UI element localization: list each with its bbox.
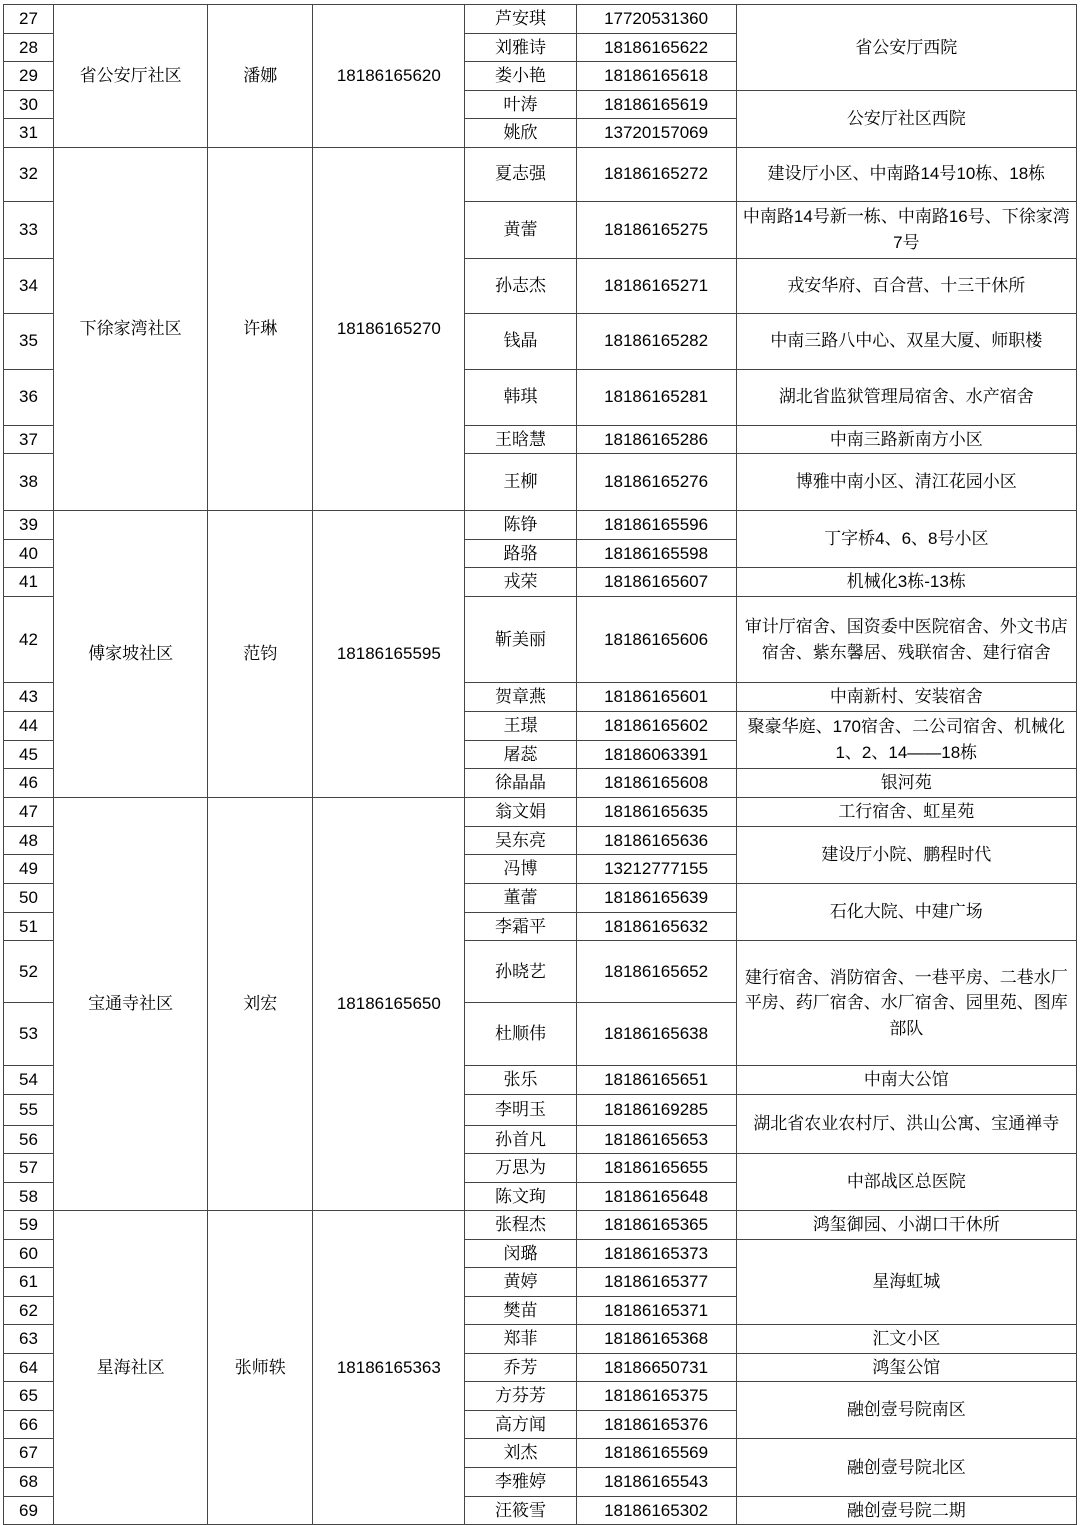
row-number-cell: 62	[4, 1296, 54, 1325]
row-number-cell: 56	[4, 1125, 54, 1154]
row-number-cell: 41	[4, 568, 54, 597]
row-number-cell: 42	[4, 597, 54, 683]
grid-worker-phone-cell: 18186169285	[576, 1094, 736, 1125]
grid-worker-name-cell: 冯博	[465, 855, 576, 884]
coverage-area-cell: 融创壹号院二期	[736, 1496, 1076, 1525]
grid-worker-name-cell: 刘杰	[465, 1439, 576, 1468]
grid-worker-name-cell: 李雅婷	[465, 1467, 576, 1496]
coverage-area-cell: 湖北省农业农村厅、洪山公寓、宝通禅寺	[736, 1094, 1076, 1154]
row-number-cell: 47	[4, 798, 54, 827]
community-name-cell: 下徐家湾社区	[54, 147, 208, 511]
row-number-cell: 32	[4, 147, 54, 201]
row-number-cell: 48	[4, 826, 54, 855]
grid-worker-phone-cell: 18186165652	[576, 941, 736, 1003]
community-name-cell: 宝通寺社区	[54, 798, 208, 1211]
table-row	[4, 147, 1077, 201]
row-number-cell: 49	[4, 855, 54, 884]
coverage-area-cell: 审计厅宿舍、国资委中医院宿舍、外文书店宿舍、紫东馨居、残联宿舍、建行宿舍	[736, 597, 1076, 683]
community-name-cell: 傅家坡社区	[54, 511, 208, 798]
table-body	[4, 5, 1077, 1525]
community-leader-phone-cell: 18186165270	[313, 147, 465, 511]
grid-worker-phone-cell: 18186165376	[576, 1410, 736, 1439]
coverage-area-cell: 博雅中南小区、清江花园小区	[736, 454, 1076, 511]
grid-worker-phone-cell: 18186165368	[576, 1325, 736, 1354]
coverage-area-cell: 中部战区总医院	[736, 1154, 1076, 1211]
grid-worker-name-cell: 夏志强	[465, 147, 576, 201]
grid-worker-name-cell: 韩琪	[465, 369, 576, 425]
row-number-cell: 60	[4, 1239, 54, 1268]
row-number-cell: 28	[4, 33, 54, 62]
grid-worker-phone-cell: 18186165619	[576, 90, 736, 119]
community-leader-cell: 张师轶	[208, 1211, 313, 1525]
grid-worker-name-cell: 吴东亮	[465, 826, 576, 855]
row-number-cell: 31	[4, 119, 54, 148]
row-number-cell: 46	[4, 769, 54, 798]
grid-worker-phone-cell: 18186165636	[576, 826, 736, 855]
row-number-cell: 27	[4, 5, 54, 34]
table-row	[4, 798, 1077, 827]
coverage-area-cell: 工行宿舍、虹星苑	[736, 798, 1076, 827]
coverage-area-cell: 融创壹号院北区	[736, 1439, 1076, 1497]
row-number-cell: 67	[4, 1439, 54, 1468]
grid-worker-name-cell: 张乐	[465, 1066, 576, 1095]
grid-worker-name-cell: 孙志杰	[465, 258, 576, 313]
grid-worker-name-cell: 杜顺伟	[465, 1003, 576, 1066]
row-number-cell: 39	[4, 511, 54, 540]
grid-worker-name-cell: 樊苗	[465, 1296, 576, 1325]
grid-worker-phone-cell: 18186165622	[576, 33, 736, 62]
grid-worker-name-cell: 黄蕾	[465, 201, 576, 258]
grid-worker-phone-cell: 18186165601	[576, 683, 736, 712]
grid-worker-phone-cell: 13212777155	[576, 855, 736, 884]
grid-worker-name-cell: 高方闻	[465, 1410, 576, 1439]
row-number-cell: 65	[4, 1382, 54, 1411]
community-leader-cell: 许琳	[208, 147, 313, 511]
grid-worker-name-cell: 钱晶	[465, 313, 576, 369]
grid-worker-phone-cell: 17720531360	[576, 5, 736, 34]
row-number-cell: 34	[4, 258, 54, 313]
grid-worker-name-cell: 郑菲	[465, 1325, 576, 1354]
coverage-area-cell: 中南三路新南方小区	[736, 425, 1076, 454]
community-leader-phone-cell: 18186165620	[313, 5, 465, 148]
grid-worker-name-cell: 靳美丽	[465, 597, 576, 683]
row-number-cell: 38	[4, 454, 54, 511]
row-number-cell: 33	[4, 201, 54, 258]
grid-worker-phone-cell: 18186063391	[576, 740, 736, 769]
grid-worker-name-cell: 方芬芳	[465, 1382, 576, 1411]
coverage-area-cell: 省公安厅西院	[736, 5, 1076, 91]
grid-worker-name-cell: 戎荣	[465, 568, 576, 597]
grid-worker-name-cell: 陈文珣	[465, 1182, 576, 1211]
community-leader-phone-cell: 18186165595	[313, 511, 465, 798]
row-number-cell: 30	[4, 90, 54, 119]
row-number-cell: 69	[4, 1496, 54, 1525]
community-leader-cell: 潘娜	[208, 5, 313, 148]
grid-worker-name-cell: 李明玉	[465, 1094, 576, 1125]
grid-worker-name-cell: 刘雅诗	[465, 33, 576, 62]
grid-worker-name-cell: 屠蕊	[465, 740, 576, 769]
coverage-area-cell: 湖北省监狱管理局宿舍、水产宿舍	[736, 369, 1076, 425]
row-number-cell: 59	[4, 1211, 54, 1240]
community-leader-cell: 范钧	[208, 511, 313, 798]
community-leader-phone-cell: 18186165650	[313, 798, 465, 1211]
grid-worker-phone-cell: 18186165375	[576, 1382, 736, 1411]
grid-worker-phone-cell: 18186165281	[576, 369, 736, 425]
grid-worker-phone-cell: 18186165632	[576, 912, 736, 941]
coverage-area-cell: 中南大公馆	[736, 1066, 1076, 1095]
table-row	[4, 5, 1077, 34]
grid-worker-phone-cell: 18186165596	[576, 511, 736, 540]
coverage-area-cell: 鸿玺公馆	[736, 1353, 1076, 1382]
coverage-area-cell: 丁字桥4、6、8号小区	[736, 511, 1076, 568]
grid-worker-name-cell: 王璟	[465, 711, 576, 740]
grid-worker-name-cell: 娄小艳	[465, 62, 576, 91]
row-number-cell: 51	[4, 912, 54, 941]
row-number-cell: 68	[4, 1467, 54, 1496]
grid-worker-phone-cell: 18186165286	[576, 425, 736, 454]
row-number-cell: 63	[4, 1325, 54, 1354]
coverage-area-cell: 汇文小区	[736, 1325, 1076, 1354]
grid-worker-name-cell: 乔芳	[465, 1353, 576, 1382]
community-name-cell: 星海社区	[54, 1211, 208, 1525]
grid-worker-name-cell: 汪筱雪	[465, 1496, 576, 1525]
spreadsheet-page	[0, 4, 1080, 1520]
grid-worker-name-cell: 叶涛	[465, 90, 576, 119]
community-name-cell: 省公安厅社区	[54, 5, 208, 148]
coverage-area-cell: 聚豪华庭、170宿舍、二公司宿舍、机械化1、2、14——18栋	[736, 711, 1076, 769]
grid-worker-phone-cell: 18186165276	[576, 454, 736, 511]
grid-worker-phone-cell: 18186165569	[576, 1439, 736, 1468]
grid-worker-name-cell: 芦安琪	[465, 5, 576, 34]
grid-worker-phone-cell: 18186165635	[576, 798, 736, 827]
row-number-cell: 55	[4, 1094, 54, 1125]
grid-worker-phone-cell: 18186650731	[576, 1353, 736, 1382]
grid-worker-phone-cell: 18186165377	[576, 1268, 736, 1297]
grid-worker-name-cell: 孙首凡	[465, 1125, 576, 1154]
grid-worker-name-cell: 徐晶晶	[465, 769, 576, 798]
coverage-area-cell: 中南三路八中心、双星大厦、师职楼	[736, 313, 1076, 369]
grid-worker-name-cell: 闵璐	[465, 1239, 576, 1268]
row-number-cell: 44	[4, 711, 54, 740]
table-row	[4, 511, 1077, 540]
grid-worker-name-cell: 万思为	[465, 1154, 576, 1183]
grid-worker-phone-cell: 18186165639	[576, 884, 736, 913]
grid-worker-name-cell: 李霜平	[465, 912, 576, 941]
coverage-area-cell: 中南路14号新一栋、中南路16号、下徐家湾7号	[736, 201, 1076, 258]
grid-worker-phone-cell: 13720157069	[576, 119, 736, 148]
grid-worker-name-cell: 王柳	[465, 454, 576, 511]
grid-worker-name-cell: 路骆	[465, 539, 576, 568]
coverage-area-cell: 星海虹城	[736, 1239, 1076, 1325]
row-number-cell: 40	[4, 539, 54, 568]
row-number-cell: 53	[4, 1003, 54, 1066]
grid-worker-phone-cell: 18186165638	[576, 1003, 736, 1066]
community-leader-cell: 刘宏	[208, 798, 313, 1211]
grid-worker-phone-cell: 18186165365	[576, 1211, 736, 1240]
row-number-cell: 29	[4, 62, 54, 91]
coverage-area-cell: 公安厅社区西院	[736, 90, 1076, 147]
row-number-cell: 43	[4, 683, 54, 712]
coverage-area-cell: 建设厅小区、中南路14号10栋、18栋	[736, 147, 1076, 201]
grid-worker-phone-cell: 18186165651	[576, 1066, 736, 1095]
row-number-cell: 37	[4, 425, 54, 454]
row-number-cell: 36	[4, 369, 54, 425]
coverage-area-cell: 鸿玺御园、小湖口干休所	[736, 1211, 1076, 1240]
community-contact-table	[3, 4, 1077, 1525]
grid-worker-phone-cell: 18186165272	[576, 147, 736, 201]
coverage-area-cell: 机械化3栋-13栋	[736, 568, 1076, 597]
row-number-cell: 58	[4, 1182, 54, 1211]
grid-worker-phone-cell: 18186165653	[576, 1125, 736, 1154]
row-number-cell: 54	[4, 1066, 54, 1095]
row-number-cell: 52	[4, 941, 54, 1003]
grid-worker-phone-cell: 18186165302	[576, 1496, 736, 1525]
grid-worker-phone-cell: 18186165648	[576, 1182, 736, 1211]
row-number-cell: 61	[4, 1268, 54, 1297]
grid-worker-phone-cell: 18186165275	[576, 201, 736, 258]
grid-worker-phone-cell: 18186165606	[576, 597, 736, 683]
coverage-area-cell: 建行宿舍、消防宿舍、一巷平房、二巷水厂平房、药厂宿舍、水厂宿舍、园里苑、图库部队	[736, 941, 1076, 1066]
grid-worker-name-cell: 孙晓艺	[465, 941, 576, 1003]
coverage-area-cell: 石化大院、中建广场	[736, 884, 1076, 941]
row-number-cell: 50	[4, 884, 54, 913]
grid-worker-phone-cell: 18186165598	[576, 539, 736, 568]
coverage-area-cell: 融创壹号院南区	[736, 1382, 1076, 1439]
row-number-cell: 64	[4, 1353, 54, 1382]
grid-worker-phone-cell: 18186165655	[576, 1154, 736, 1183]
coverage-area-cell: 中南新村、安装宿舍	[736, 683, 1076, 712]
grid-worker-phone-cell: 18186165602	[576, 711, 736, 740]
grid-worker-name-cell: 王晗慧	[465, 425, 576, 454]
grid-worker-name-cell: 黄婷	[465, 1268, 576, 1297]
coverage-area-cell: 银河苑	[736, 769, 1076, 798]
grid-worker-name-cell: 贺章燕	[465, 683, 576, 712]
grid-worker-phone-cell: 18186165271	[576, 258, 736, 313]
grid-worker-phone-cell: 18186165282	[576, 313, 736, 369]
grid-worker-name-cell: 张程杰	[465, 1211, 576, 1240]
grid-worker-phone-cell: 18186165618	[576, 62, 736, 91]
grid-worker-phone-cell: 18186165608	[576, 769, 736, 798]
row-number-cell: 57	[4, 1154, 54, 1183]
grid-worker-phone-cell: 18186165371	[576, 1296, 736, 1325]
grid-worker-phone-cell: 18186165373	[576, 1239, 736, 1268]
grid-worker-phone-cell: 18186165543	[576, 1467, 736, 1496]
coverage-area-cell: 建设厅小院、鹏程时代	[736, 826, 1076, 884]
row-number-cell: 35	[4, 313, 54, 369]
grid-worker-name-cell: 姚欣	[465, 119, 576, 148]
table-row	[4, 1211, 1077, 1240]
community-leader-phone-cell: 18186165363	[313, 1211, 465, 1525]
coverage-area-cell: 戎安华府、百合营、十三干休所	[736, 258, 1076, 313]
grid-worker-name-cell: 陈铮	[465, 511, 576, 540]
grid-worker-name-cell: 翁文娟	[465, 798, 576, 827]
grid-worker-phone-cell: 18186165607	[576, 568, 736, 597]
grid-worker-name-cell: 董蕾	[465, 884, 576, 913]
row-number-cell: 66	[4, 1410, 54, 1439]
row-number-cell: 45	[4, 740, 54, 769]
